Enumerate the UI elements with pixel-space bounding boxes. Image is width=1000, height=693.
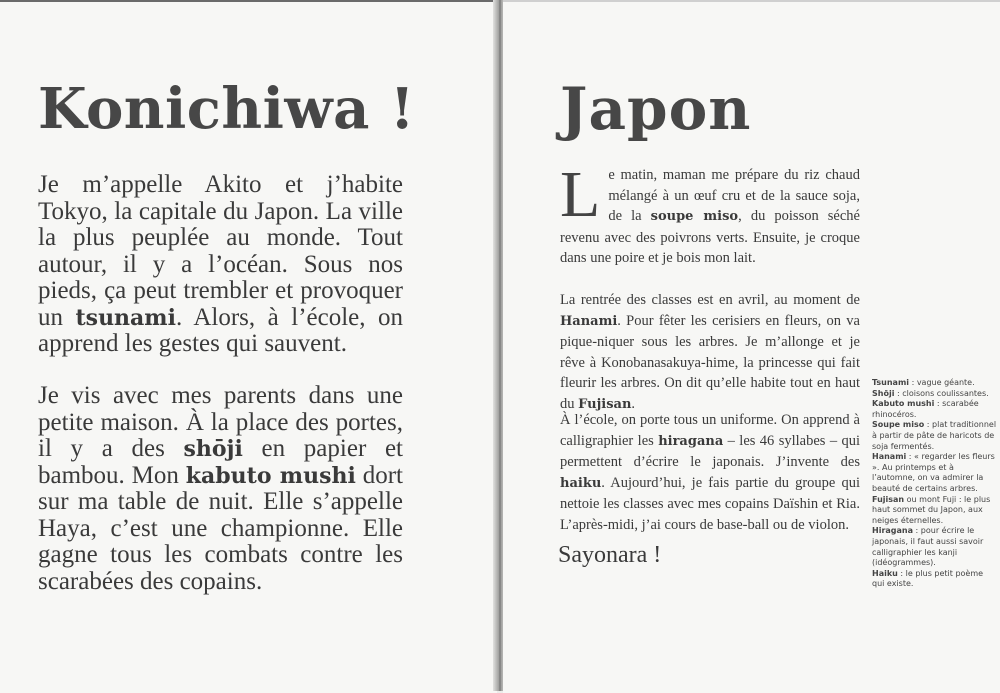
text-segment: – les 46 syllabes – qui permettent d’écrire le japonais. J’invente des	[560, 432, 861, 470]
right-page-title: Japon	[560, 75, 752, 143]
glossary-entry	[872, 378, 997, 389]
text-segment: Je vis avec mes parents dans une petite maison. À la place des portes, il y a des	[38, 382, 403, 462]
glossary-definition: ou mont Fuji : le plus haut sommet du Japon, aux neiges éternelles.	[872, 494, 991, 525]
glossary-definition: : cloisons coulissantes.	[894, 388, 989, 398]
glossary	[872, 378, 997, 590]
keyword-fujisan: Fujisan	[578, 396, 632, 412]
glossary-definition: : pour écrire le japonais, il faut aussi savoir calligraphier les kanji (idéogrammes).	[872, 526, 984, 568]
text-segment: dort sur ma table de nuit. Elle s’appelle Haya, c’est une championne. Elle gagne tous les combats contre les scarabées des copains.	[38, 461, 403, 595]
keyword-haiku: haiku	[560, 475, 602, 491]
drop-cap: L	[560, 158, 601, 231]
glossary-term: Shōji	[872, 388, 895, 398]
left-page	[0, 0, 497, 693]
text-segment: , du poisson séché revenu avec des poivrons verts. Ensuite, je croque dans une poire et je bois mon lait.	[560, 208, 860, 266]
glossary-entry	[872, 399, 997, 420]
glossary-definition: : le plus petit poème qui existe.	[872, 568, 984, 589]
glossary-term: Kabuto mushi	[872, 399, 935, 409]
keyword-shoji: shōji	[183, 436, 243, 462]
glossary-definition: : vague géante.	[909, 378, 975, 387]
left-paragraph-1	[38, 172, 403, 358]
right-paragraph-3	[560, 410, 860, 535]
glossary-term: Hiragana	[872, 526, 913, 536]
glossary-term: Soupe miso	[872, 420, 925, 430]
glossary-term: Tsunami	[872, 378, 910, 387]
closing-greeting: Sayonara !	[558, 542, 662, 568]
keyword-hanami: Hanami	[560, 313, 618, 329]
glossary-definition: : scarabée rhinocéros.	[872, 399, 979, 419]
glossary-term: Hanami	[872, 452, 907, 462]
keyword-tsunami: tsunami	[75, 304, 176, 331]
glossary-entry	[872, 420, 997, 452]
text-segment: La rentrée des classes est en avril, au moment de	[560, 292, 860, 308]
keyword-soupe-miso: soupe miso	[650, 209, 739, 224]
keyword-hiragana: hiragana	[658, 433, 724, 449]
glossary-entry	[872, 452, 997, 494]
text-segment: . Aujourd’hui, je fais partie du groupe qui nettoie les classes avec mes copains Daïshin et Ria. L’après-midi, j’ai cours de base-ball ou de violon.	[560, 474, 860, 533]
glossary-entry	[872, 569, 997, 590]
right-paragraph-1	[560, 158, 860, 269]
left-page-title: Konichiwa !	[38, 76, 415, 142]
glossary-term: Fujisan	[872, 494, 905, 504]
glossary-definition: : plat traditionnel à partir de pâte de haricots de soja fermentés.	[872, 420, 997, 451]
text-segment: e matin, maman me prépare du riz chaud mélangé à un œuf cru et de la sauce soja, de la	[608, 167, 860, 224]
keyword-kabuto-mushi: kabuto mushi	[185, 462, 356, 489]
text-segment: . Alors, à l’école, on apprend les gestes qui sauvent.	[38, 303, 404, 357]
right-paragraph-2	[560, 290, 860, 415]
text-segment: À l’école, on porte tous un uniforme. On apprend à calligraphier les	[560, 412, 860, 449]
glossary-entry	[872, 526, 997, 568]
text-segment: .	[631, 395, 636, 412]
glossary-definition: : « regarder les fleurs ». Au printemps et à l’automne, on va admirer la beauté de certains arbres.	[872, 452, 995, 493]
left-paragraph-2	[38, 383, 403, 595]
text-segment: Je m’appelle Akito et j’habite Tokyo, la capitale du Japon. La ville la plus peuplée au monde. Tout autour, il y a l’océan. Sous nos pieds, ça peut trembler et provoquer un	[38, 171, 403, 331]
text-segment: . Pour fêter les cerisiers en fleurs, on va pique-niquer sous les arbres. Je m’allonge et je rêve à Konobanasakuya-hime, la princesse qui fait fleurir les arbres. On dit qu’elle habite tout en haut du	[560, 312, 860, 412]
glossary-term: Haiku	[872, 568, 898, 578]
glossary-entry	[872, 389, 997, 400]
text-segment: en papier et bambou. Mon	[38, 435, 403, 489]
glossary-entry	[872, 495, 997, 527]
